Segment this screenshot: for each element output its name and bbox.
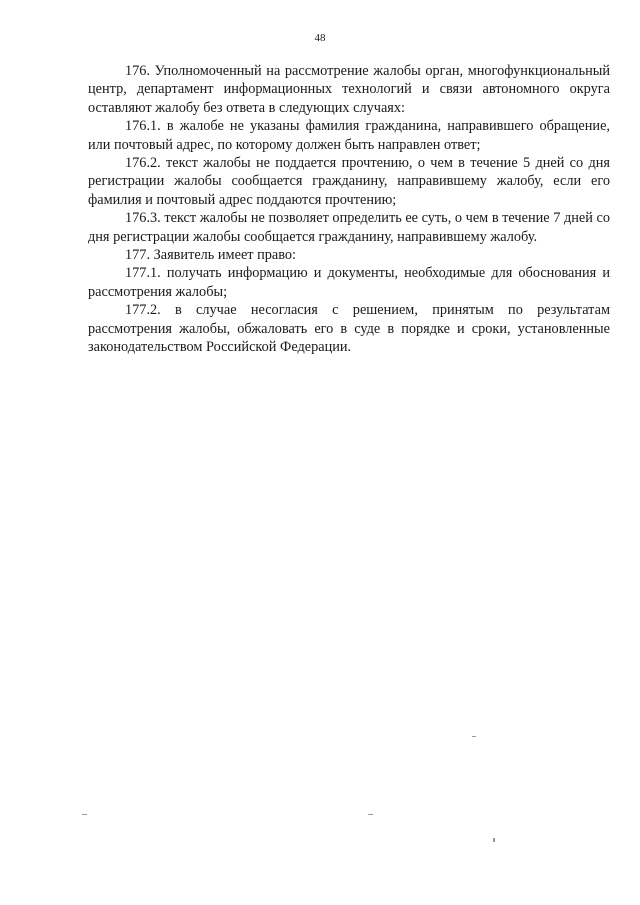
paragraph-177: 177. Заявитель имеет право: — [125, 247, 297, 264]
scan-mark — [472, 736, 476, 737]
document-body — [88, 62, 610, 357]
scan-mark — [493, 838, 495, 842]
paragraph-176: 176. Уполномоченный на рассмотрение жалобы орган, многофункциональный центр, департамент информационных технологий и связи автономного округа оставляют жалобу без ответа в следующих случаях: — [88, 63, 610, 116]
scan-mark — [368, 814, 373, 815]
paragraph-176-2: 176.2. текст жалобы не поддается прочтению, о чем в течение 5 дней со дня регистрации жалобы сообщается гражданину, направившему жалобу, если его фамилия и почтовый адрес поддаются прочтению; — [88, 155, 610, 208]
scan-mark — [82, 814, 87, 815]
paragraph-177-2: 177.2. в случае несогласия с решением, принятым по результатам рассмотрения жалобы, обжаловать его в суде в порядке и сроки, установленные законодательством Российской Федерации. — [88, 302, 610, 356]
page-number: 48 — [314, 32, 326, 44]
paragraph-177-1: 177.1. получать информацию и документы, необходимые для обоснования и рассмотрения жалобы; — [88, 265, 610, 300]
paragraph-176-3: 176.3. текст жалобы не позволяет определить ее суть, о чем в течение 7 дней со дня регистрации жалобы сообщается гражданину, направившему жалобу. — [88, 210, 610, 245]
paragraph-176-1: 176.1. в жалобе не указаны фамилия гражданина, направившего обращение, или почтовый адрес, по которому должен быть направлен ответ; — [88, 118, 610, 153]
